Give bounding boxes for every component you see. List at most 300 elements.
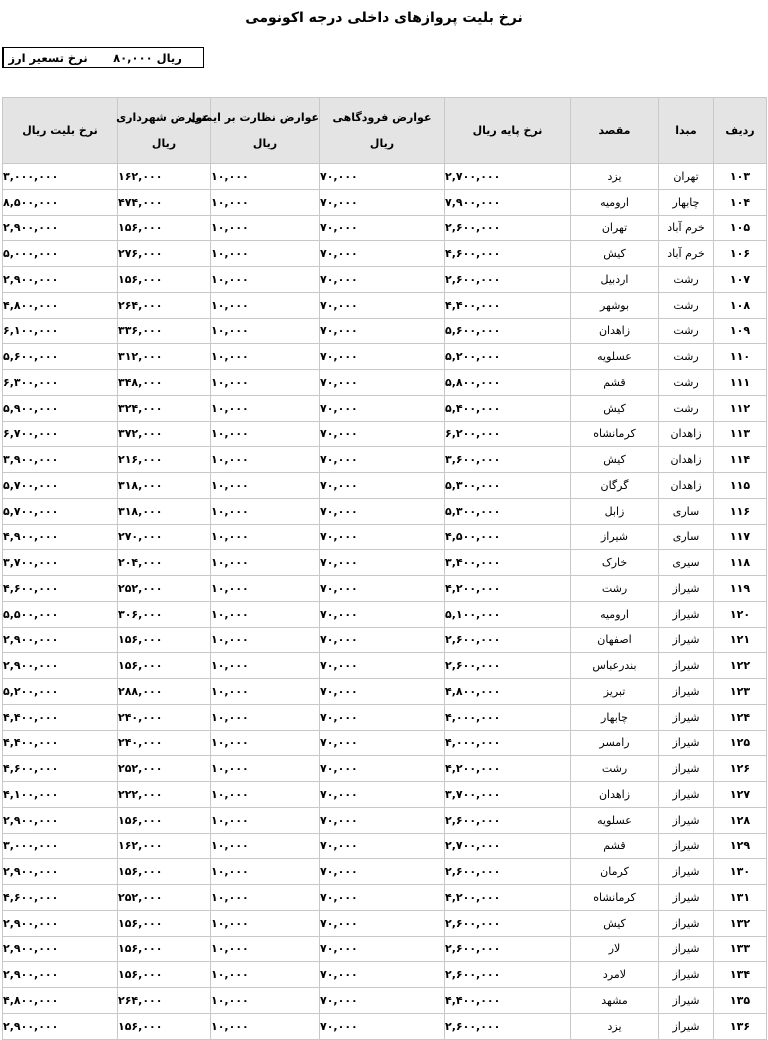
airport-fee-cell: ۷۰,۰۰۰	[320, 756, 445, 782]
airport-fee-cell: ۷۰,۰۰۰	[320, 627, 445, 653]
safety-fee-cell: ۱۰,۰۰۰	[211, 241, 320, 267]
origin-cell: شیراز	[659, 627, 714, 653]
base-fare-cell: ۲,۶۰۰,۰۰۰	[445, 1013, 571, 1039]
row-number: ۱۱۸	[714, 550, 767, 576]
municipal-fee-cell: ۳۷۲,۰۰۰	[118, 421, 211, 447]
airport-fee-cell: ۷۰,۰۰۰	[320, 936, 445, 962]
table-row	[3, 524, 767, 550]
destination-cell: لار	[571, 936, 659, 962]
municipal-fee-cell: ۱۵۶,۰۰۰	[118, 653, 211, 679]
destination-cell: کرمانشاه	[571, 885, 659, 911]
safety-fee-cell: ۱۰,۰۰۰	[211, 988, 320, 1014]
destination-cell: قشم	[571, 833, 659, 859]
total-fare-cell: ۲,۹۰۰,۰۰۰	[3, 1013, 118, 1039]
destination-cell: کرمان	[571, 859, 659, 885]
total-fare-cell: ۲,۹۰۰,۰۰۰	[3, 910, 118, 936]
fare-table-body	[3, 164, 767, 1040]
destination-cell: تهران	[571, 215, 659, 241]
total-fare-cell: ۶,۱۰۰,۰۰۰	[3, 318, 118, 344]
destination-cell: کیش	[571, 910, 659, 936]
base-fare-cell: ۲,۶۰۰,۰۰۰	[445, 910, 571, 936]
origin-cell: سیری	[659, 550, 714, 576]
base-fare-cell: ۵,۲۰۰,۰۰۰	[445, 344, 571, 370]
total-fare-cell: ۵,۹۰۰,۰۰۰	[3, 395, 118, 421]
airport-fee-cell: ۷۰,۰۰۰	[320, 344, 445, 370]
table-row	[3, 292, 767, 318]
base-fare-cell: ۳,۷۰۰,۰۰۰	[445, 782, 571, 808]
table-row	[3, 988, 767, 1014]
origin-cell: شیراز	[659, 833, 714, 859]
safety-fee-cell: ۱۰,۰۰۰	[211, 189, 320, 215]
origin-cell: شیراز	[659, 988, 714, 1014]
row-number: ۱۱۴	[714, 447, 767, 473]
destination-cell: خارک	[571, 550, 659, 576]
total-fare-cell: ۴,۱۰۰,۰۰۰	[3, 782, 118, 808]
row-number: ۱۰۷	[714, 267, 767, 293]
origin-cell: رشت	[659, 318, 714, 344]
row-number: ۱۰۶	[714, 241, 767, 267]
table-row	[3, 601, 767, 627]
municipal-fee-cell: ۳۱۲,۰۰۰	[118, 344, 211, 370]
origin-cell: شیراز	[659, 936, 714, 962]
destination-cell: زاهدان	[571, 782, 659, 808]
total-fare-cell: ۴,۶۰۰,۰۰۰	[3, 756, 118, 782]
municipal-fee-cell: ۲۲۲,۰۰۰	[118, 782, 211, 808]
airport-fee-cell: ۷۰,۰۰۰	[320, 447, 445, 473]
table-row	[3, 653, 767, 679]
row-number: ۱۰۳	[714, 164, 767, 190]
total-fare-cell: ۲,۹۰۰,۰۰۰	[3, 807, 118, 833]
destination-cell: رشت	[571, 756, 659, 782]
row-number: ۱۳۰	[714, 859, 767, 885]
total-fare-cell: ۲,۹۰۰,۰۰۰	[3, 627, 118, 653]
destination-cell: شیراز	[571, 524, 659, 550]
row-number: ۱۲۹	[714, 833, 767, 859]
table-row	[3, 782, 767, 808]
safety-fee-cell: ۱۰,۰۰۰	[211, 395, 320, 421]
municipal-fee-cell: ۱۵۶,۰۰۰	[118, 807, 211, 833]
municipal-fee-cell: ۳۴۸,۰۰۰	[118, 370, 211, 396]
safety-fee-cell: ۱۰,۰۰۰	[211, 318, 320, 344]
airport-fee-cell: ۷۰,۰۰۰	[320, 962, 445, 988]
table-row	[3, 370, 767, 396]
base-fare-cell: ۵,۱۰۰,۰۰۰	[445, 601, 571, 627]
table-row	[3, 704, 767, 730]
table-row	[3, 576, 767, 602]
municipal-fee-cell: ۳۱۸,۰۰۰	[118, 498, 211, 524]
airport-fee-cell: ۷۰,۰۰۰	[320, 215, 445, 241]
origin-cell: شیراز	[659, 807, 714, 833]
airport-fee-cell: ۷۰,۰۰۰	[320, 807, 445, 833]
destination-cell: مشهد	[571, 988, 659, 1014]
header-base-fare: نرخ پایه ریال	[445, 98, 571, 164]
row-number: ۱۲۰	[714, 601, 767, 627]
airport-fee-cell: ۷۰,۰۰۰	[320, 550, 445, 576]
municipal-fee-cell: ۱۵۶,۰۰۰	[118, 1013, 211, 1039]
base-fare-cell: ۴,۲۰۰,۰۰۰	[445, 885, 571, 911]
safety-fee-cell: ۱۰,۰۰۰	[211, 730, 320, 756]
municipal-fee-cell: ۳۰۶,۰۰۰	[118, 601, 211, 627]
destination-cell: ارومیه	[571, 189, 659, 215]
fare-table	[2, 97, 767, 1040]
safety-fee-cell: ۱۰,۰۰۰	[211, 576, 320, 602]
row-number: ۱۲۵	[714, 730, 767, 756]
total-fare-cell: ۵,۰۰۰,۰۰۰	[3, 241, 118, 267]
safety-fee-cell: ۱۰,۰۰۰	[211, 756, 320, 782]
safety-fee-cell: ۱۰,۰۰۰	[211, 679, 320, 705]
total-fare-cell: ۳,۹۰۰,۰۰۰	[3, 447, 118, 473]
safety-fee-cell: ۱۰,۰۰۰	[211, 292, 320, 318]
table-row	[3, 885, 767, 911]
destination-cell: بندرعباس	[571, 653, 659, 679]
table-row	[3, 730, 767, 756]
base-fare-cell: ۴,۵۰۰,۰۰۰	[445, 524, 571, 550]
municipal-fee-cell: ۳۱۸,۰۰۰	[118, 473, 211, 499]
base-fare-cell: ۲,۷۰۰,۰۰۰	[445, 164, 571, 190]
total-fare-cell: ۲,۹۰۰,۰۰۰	[3, 859, 118, 885]
total-fare-cell: ۴,۸۰۰,۰۰۰	[3, 292, 118, 318]
destination-cell: زاهدان	[571, 318, 659, 344]
header-municipal-fee: عوارض شهرداری ریال	[118, 98, 211, 164]
total-fare-cell: ۲,۹۰۰,۰۰۰	[3, 962, 118, 988]
municipal-fee-cell: ۱۵۶,۰۰۰	[118, 215, 211, 241]
table-row	[3, 241, 767, 267]
airport-fee-cell: ۷۰,۰۰۰	[320, 988, 445, 1014]
row-number: ۱۰۸	[714, 292, 767, 318]
total-fare-cell: ۵,۲۰۰,۰۰۰	[3, 679, 118, 705]
destination-cell: رشت	[571, 576, 659, 602]
origin-cell: زاهدان	[659, 421, 714, 447]
table-row	[3, 395, 767, 421]
total-fare-cell: ۴,۴۰۰,۰۰۰	[3, 730, 118, 756]
row-number: ۱۱۶	[714, 498, 767, 524]
airport-fee-cell: ۷۰,۰۰۰	[320, 473, 445, 499]
table-row	[3, 1013, 767, 1039]
safety-fee-cell: ۱۰,۰۰۰	[211, 936, 320, 962]
origin-cell: شیراز	[659, 1013, 714, 1039]
page-title: نرخ بلیت پروازهای داخلی درجه اکونومی	[245, 10, 523, 26]
base-fare-cell: ۴,۲۰۰,۰۰۰	[445, 756, 571, 782]
airport-fee-cell: ۷۰,۰۰۰	[320, 859, 445, 885]
safety-fee-cell: ۱۰,۰۰۰	[211, 704, 320, 730]
destination-cell: تبریز	[571, 679, 659, 705]
table-row	[3, 447, 767, 473]
origin-cell: شیراز	[659, 756, 714, 782]
row-number: ۱۲۷	[714, 782, 767, 808]
table-row	[3, 421, 767, 447]
origin-cell: زاهدان	[659, 447, 714, 473]
safety-fee-cell: ۱۰,۰۰۰	[211, 859, 320, 885]
municipal-fee-cell: ۲۵۲,۰۰۰	[118, 756, 211, 782]
destination-cell: بوشهر	[571, 292, 659, 318]
base-fare-cell: ۵,۴۰۰,۰۰۰	[445, 395, 571, 421]
origin-cell: شیراز	[659, 704, 714, 730]
table-row	[3, 833, 767, 859]
row-number: ۱۲۴	[714, 704, 767, 730]
base-fare-cell: ۴,۶۰۰,۰۰۰	[445, 241, 571, 267]
total-fare-cell: ۲,۹۰۰,۰۰۰	[3, 267, 118, 293]
airport-fee-cell: ۷۰,۰۰۰	[320, 679, 445, 705]
table-row	[3, 189, 767, 215]
base-fare-cell: ۴,۸۰۰,۰۰۰	[445, 679, 571, 705]
safety-fee-cell: ۱۰,۰۰۰	[211, 344, 320, 370]
base-fare-cell: ۳,۴۰۰,۰۰۰	[445, 550, 571, 576]
row-number: ۱۱۷	[714, 524, 767, 550]
safety-fee-cell: ۱۰,۰۰۰	[211, 164, 320, 190]
total-fare-cell: ۸,۵۰۰,۰۰۰	[3, 189, 118, 215]
row-number: ۱۱۹	[714, 576, 767, 602]
row-number: ۱۱۵	[714, 473, 767, 499]
table-row	[3, 344, 767, 370]
origin-cell: شیراز	[659, 730, 714, 756]
airport-fee-cell: ۷۰,۰۰۰	[320, 833, 445, 859]
total-fare-cell: ۵,۷۰۰,۰۰۰	[3, 498, 118, 524]
row-number: ۱۱۳	[714, 421, 767, 447]
row-number: ۱۱۲	[714, 395, 767, 421]
base-fare-cell: ۴,۰۰۰,۰۰۰	[445, 704, 571, 730]
airport-fee-cell: ۷۰,۰۰۰	[320, 267, 445, 293]
row-number: ۱۰۴	[714, 189, 767, 215]
row-number: ۱۳۶	[714, 1013, 767, 1039]
origin-cell: شیراز	[659, 679, 714, 705]
origin-cell: خرم آباد	[659, 215, 714, 241]
base-fare-cell: ۴,۰۰۰,۰۰۰	[445, 730, 571, 756]
origin-cell: تهران	[659, 164, 714, 190]
total-fare-cell: ۵,۶۰۰,۰۰۰	[3, 344, 118, 370]
airport-fee-cell: ۷۰,۰۰۰	[320, 782, 445, 808]
total-fare-cell: ۵,۷۰۰,۰۰۰	[3, 473, 118, 499]
safety-fee-cell: ۱۰,۰۰۰	[211, 807, 320, 833]
destination-cell: لامرد	[571, 962, 659, 988]
destination-cell: کیش	[571, 447, 659, 473]
municipal-fee-cell: ۲۵۲,۰۰۰	[118, 885, 211, 911]
municipal-fee-cell: ۱۵۶,۰۰۰	[118, 859, 211, 885]
origin-cell: رشت	[659, 395, 714, 421]
table-row	[3, 498, 767, 524]
airport-fee-cell: ۷۰,۰۰۰	[320, 1013, 445, 1039]
destination-cell: قشم	[571, 370, 659, 396]
safety-fee-cell: ۱۰,۰۰۰	[211, 782, 320, 808]
total-fare-cell: ۴,۹۰۰,۰۰۰	[3, 524, 118, 550]
base-fare-cell: ۴,۴۰۰,۰۰۰	[445, 292, 571, 318]
destination-cell: کرمانشاه	[571, 421, 659, 447]
safety-fee-cell: ۱۰,۰۰۰	[211, 267, 320, 293]
base-fare-cell: ۲,۶۰۰,۰۰۰	[445, 627, 571, 653]
table-row	[3, 756, 767, 782]
airport-fee-cell: ۷۰,۰۰۰	[320, 653, 445, 679]
destination-cell: رامسر	[571, 730, 659, 756]
municipal-fee-cell: ۱۶۲,۰۰۰	[118, 164, 211, 190]
destination-cell: عسلویه	[571, 807, 659, 833]
total-fare-cell: ۴,۶۰۰,۰۰۰	[3, 576, 118, 602]
total-fare-cell: ۲,۹۰۰,۰۰۰	[3, 653, 118, 679]
safety-fee-cell: ۱۰,۰۰۰	[211, 833, 320, 859]
airport-fee-cell: ۷۰,۰۰۰	[320, 730, 445, 756]
safety-fee-cell: ۱۰,۰۰۰	[211, 601, 320, 627]
municipal-fee-cell: ۱۵۶,۰۰۰	[118, 627, 211, 653]
municipal-fee-cell: ۲۸۸,۰۰۰	[118, 679, 211, 705]
table-row	[3, 318, 767, 344]
destination-cell: ارومیه	[571, 601, 659, 627]
header-origin: مبدا	[659, 98, 714, 164]
table-row	[3, 910, 767, 936]
airport-fee-cell: ۷۰,۰۰۰	[320, 189, 445, 215]
base-fare-cell: ۲,۶۰۰,۰۰۰	[445, 653, 571, 679]
safety-fee-cell: ۱۰,۰۰۰	[211, 215, 320, 241]
row-number: ۱۰۹	[714, 318, 767, 344]
municipal-fee-cell: ۳۲۴,۰۰۰	[118, 395, 211, 421]
safety-fee-cell: ۱۰,۰۰۰	[211, 498, 320, 524]
origin-cell: خرم آباد	[659, 241, 714, 267]
destination-cell: چابهار	[571, 704, 659, 730]
origin-cell: ساری	[659, 524, 714, 550]
airport-fee-cell: ۷۰,۰۰۰	[320, 241, 445, 267]
municipal-fee-cell: ۳۳۶,۰۰۰	[118, 318, 211, 344]
total-fare-cell: ۶,۷۰۰,۰۰۰	[3, 421, 118, 447]
safety-fee-cell: ۱۰,۰۰۰	[211, 370, 320, 396]
total-fare-cell: ۶,۳۰۰,۰۰۰	[3, 370, 118, 396]
origin-cell: رشت	[659, 267, 714, 293]
base-fare-cell: ۳,۶۰۰,۰۰۰	[445, 447, 571, 473]
row-number: ۱۱۱	[714, 370, 767, 396]
origin-cell: زاهدان	[659, 473, 714, 499]
airport-fee-cell: ۷۰,۰۰۰	[320, 318, 445, 344]
municipal-fee-cell: ۲۶۴,۰۰۰	[118, 292, 211, 318]
header-airport-fee: عوارض فرودگاهی ریال	[320, 98, 445, 164]
origin-cell: رشت	[659, 292, 714, 318]
origin-cell: شیراز	[659, 601, 714, 627]
row-number: ۱۳۴	[714, 962, 767, 988]
safety-fee-cell: ۱۰,۰۰۰	[211, 473, 320, 499]
destination-cell: کیش	[571, 241, 659, 267]
row-number: ۱۰۵	[714, 215, 767, 241]
total-fare-cell: ۲,۹۰۰,۰۰۰	[3, 936, 118, 962]
airport-fee-cell: ۷۰,۰۰۰	[320, 576, 445, 602]
total-fare-cell: ۴,۸۰۰,۰۰۰	[3, 988, 118, 1014]
airport-fee-cell: ۷۰,۰۰۰	[320, 885, 445, 911]
origin-cell: شیراز	[659, 859, 714, 885]
base-fare-cell: ۵,۳۰۰,۰۰۰	[445, 473, 571, 499]
destination-cell: کیش	[571, 395, 659, 421]
row-number: ۱۳۳	[714, 936, 767, 962]
total-fare-cell: ۳,۷۰۰,۰۰۰	[3, 550, 118, 576]
airport-fee-cell: ۷۰,۰۰۰	[320, 910, 445, 936]
total-fare-cell: ۵,۵۰۰,۰۰۰	[3, 601, 118, 627]
header-safety-fee: عوارض نظارت بر ایمنی ریال	[211, 98, 320, 164]
base-fare-cell: ۶,۲۰۰,۰۰۰	[445, 421, 571, 447]
exchange-rate-label: نرخ تسعیر ارز	[3, 48, 92, 67]
municipal-fee-cell: ۲۷۶,۰۰۰	[118, 241, 211, 267]
destination-cell: اردبیل	[571, 267, 659, 293]
table-row	[3, 936, 767, 962]
header-total-fare: نرخ بلیت ریال	[3, 98, 118, 164]
safety-fee-cell: ۱۰,۰۰۰	[211, 885, 320, 911]
safety-fee-cell: ۱۰,۰۰۰	[211, 550, 320, 576]
base-fare-cell: ۲,۶۰۰,۰۰۰	[445, 215, 571, 241]
municipal-fee-cell: ۲۰۴,۰۰۰	[118, 550, 211, 576]
origin-cell: چابهار	[659, 189, 714, 215]
header-row	[3, 98, 767, 164]
destination-cell: عسلویه	[571, 344, 659, 370]
origin-cell: شیراز	[659, 576, 714, 602]
table-row	[3, 627, 767, 653]
destination-cell: گرگان	[571, 473, 659, 499]
exchange-rate-value: ریال ۸۰,۰۰۰	[113, 50, 182, 65]
origin-cell: رشت	[659, 344, 714, 370]
base-fare-cell: ۲,۶۰۰,۰۰۰	[445, 962, 571, 988]
origin-cell: شیراز	[659, 910, 714, 936]
total-fare-cell: ۴,۶۰۰,۰۰۰	[3, 885, 118, 911]
airport-fee-cell: ۷۰,۰۰۰	[320, 292, 445, 318]
base-fare-cell: ۲,۶۰۰,۰۰۰	[445, 807, 571, 833]
table-row	[3, 962, 767, 988]
safety-fee-cell: ۱۰,۰۰۰	[211, 627, 320, 653]
municipal-fee-cell: ۲۱۶,۰۰۰	[118, 447, 211, 473]
origin-cell: شیراز	[659, 885, 714, 911]
municipal-fee-cell: ۴۷۴,۰۰۰	[118, 189, 211, 215]
safety-fee-cell: ۱۰,۰۰۰	[211, 910, 320, 936]
municipal-fee-cell: ۲۴۰,۰۰۰	[118, 730, 211, 756]
row-number: ۱۲۱	[714, 627, 767, 653]
row-number: ۱۳۱	[714, 885, 767, 911]
header-destination: مقصد	[571, 98, 659, 164]
table-row	[3, 859, 767, 885]
destination-cell: یزد	[571, 1013, 659, 1039]
destination-cell: یزد	[571, 164, 659, 190]
municipal-fee-cell: ۲۵۲,۰۰۰	[118, 576, 211, 602]
base-fare-cell: ۲,۶۰۰,۰۰۰	[445, 267, 571, 293]
row-number: ۱۳۵	[714, 988, 767, 1014]
table-row	[3, 679, 767, 705]
airport-fee-cell: ۷۰,۰۰۰	[320, 704, 445, 730]
row-number: ۱۲۸	[714, 807, 767, 833]
exchange-rate-box	[2, 47, 204, 68]
total-fare-cell: ۳,۰۰۰,۰۰۰	[3, 833, 118, 859]
destination-cell: اصفهان	[571, 627, 659, 653]
safety-fee-cell: ۱۰,۰۰۰	[211, 421, 320, 447]
total-fare-cell: ۴,۴۰۰,۰۰۰	[3, 704, 118, 730]
safety-fee-cell: ۱۰,۰۰۰	[211, 524, 320, 550]
base-fare-cell: ۴,۲۰۰,۰۰۰	[445, 576, 571, 602]
table-row	[3, 267, 767, 293]
base-fare-cell: ۵,۶۰۰,۰۰۰	[445, 318, 571, 344]
municipal-fee-cell: ۱۵۶,۰۰۰	[118, 936, 211, 962]
municipal-fee-cell: ۲۴۰,۰۰۰	[118, 704, 211, 730]
origin-cell: شیراز	[659, 782, 714, 808]
row-number: ۱۲۲	[714, 653, 767, 679]
origin-cell: شیراز	[659, 653, 714, 679]
airport-fee-cell: ۷۰,۰۰۰	[320, 601, 445, 627]
base-fare-cell: ۲,۷۰۰,۰۰۰	[445, 833, 571, 859]
base-fare-cell: ۴,۴۰۰,۰۰۰	[445, 988, 571, 1014]
airport-fee-cell: ۷۰,۰۰۰	[320, 421, 445, 447]
table-row	[3, 164, 767, 190]
destination-cell: زابل	[571, 498, 659, 524]
table-row	[3, 473, 767, 499]
municipal-fee-cell: ۲۷۰,۰۰۰	[118, 524, 211, 550]
safety-fee-cell: ۱۰,۰۰۰	[211, 962, 320, 988]
municipal-fee-cell: ۱۵۶,۰۰۰	[118, 910, 211, 936]
airport-fee-cell: ۷۰,۰۰۰	[320, 498, 445, 524]
row-number: ۱۲۶	[714, 756, 767, 782]
total-fare-cell: ۲,۹۰۰,۰۰۰	[3, 215, 118, 241]
origin-cell: شیراز	[659, 962, 714, 988]
origin-cell: ساری	[659, 498, 714, 524]
base-fare-cell: ۷,۹۰۰,۰۰۰	[445, 189, 571, 215]
total-fare-cell: ۳,۰۰۰,۰۰۰	[3, 164, 118, 190]
base-fare-cell: ۲,۶۰۰,۰۰۰	[445, 936, 571, 962]
municipal-fee-cell: ۲۶۴,۰۰۰	[118, 988, 211, 1014]
